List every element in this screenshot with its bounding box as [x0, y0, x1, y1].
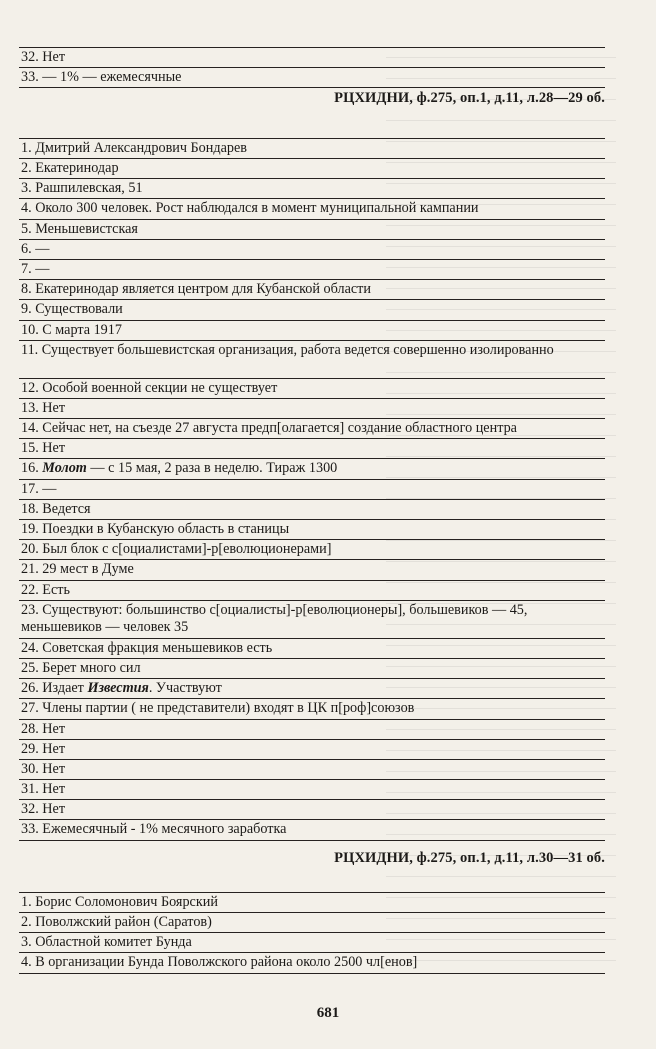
- answer-row-newspaper: [19, 679, 605, 699]
- newspaper-title: Молот: [42, 460, 87, 477]
- answer-row: 19. Поездки в Кубанскую область в станицы: [19, 520, 605, 540]
- answer-row: 15. Нет: [19, 439, 605, 459]
- answer-row: 24. Советская фракция меньшевиков есть: [19, 639, 605, 659]
- row-prefix: 16.: [21, 460, 43, 477]
- answer-row: 3. Рашпилевская, 51: [19, 179, 605, 199]
- answer-row: 1. Дмитрий Александрович Бондарев: [19, 138, 605, 159]
- answer-row: 29. Нет: [19, 740, 605, 760]
- answer-row: 25. Берет много сил: [19, 659, 605, 679]
- answer-row: 33. — 1% — ежемесячные: [19, 68, 605, 88]
- answer-row: 21. 29 мест в Думе: [19, 560, 605, 580]
- answers-list-a: [19, 47, 605, 88]
- answer-row: 8. Екатеринодар является центром для Кубанской области: [19, 280, 605, 300]
- answer-row: 33. Ежемесячный - 1% месячного заработка: [19, 820, 605, 840]
- answer-row: 4. Около 300 человек. Рост наблюдался в момент муниципальной кампании: [19, 199, 605, 219]
- answer-row: 13. Нет: [19, 399, 605, 419]
- answer-row: 2. Екатеринодар: [19, 159, 605, 179]
- row-suffix: — с 15 мая, 2 раза в неделю. Тираж 1300: [86, 460, 338, 477]
- answer-row: 18. Ведется: [19, 500, 605, 520]
- answer-row: 12. Особой военной секции не существует: [19, 379, 605, 399]
- answer-row: 1. Борис Соломонович Боярский: [19, 892, 605, 913]
- answer-row: 5. Меньшевистская: [19, 220, 605, 240]
- answer-row: 14. Сейчас нет, на съезде 27 августа предп[олагается] создание областного центра: [19, 419, 605, 439]
- page-number: 681: [316, 1005, 340, 1021]
- answer-row: 7. —: [19, 260, 605, 280]
- answer-row: 3. Областной комитет Бунда: [19, 933, 605, 953]
- answer-row: 32. Нет: [19, 47, 605, 68]
- answer-row: 2. Поволжский район (Саратов): [19, 913, 605, 933]
- answer-row: 32. Нет: [19, 800, 605, 820]
- archive-source-1: РЦХИДНИ, ф.275, оп.1, д.11, л.28—29 об.: [334, 90, 605, 106]
- answer-row: 10. С марта 1917: [19, 321, 605, 341]
- answer-row: 9. Существовали: [19, 300, 605, 320]
- answer-row: 20. Был блок с с[оциалистами]-р[еволюционерами]: [19, 540, 605, 560]
- answer-row: 4. В организации Бунда Поволжского района около 2500 чл[енов]: [19, 953, 605, 973]
- answer-row: 30. Нет: [19, 760, 605, 780]
- answer-row: 6. —: [19, 240, 605, 260]
- answers-list-b: [19, 138, 605, 841]
- answer-row: 31. Нет: [19, 780, 605, 800]
- row-suffix: . Участвуют: [148, 680, 222, 697]
- answer-row: 27. Члены партии ( не представители) входят в ЦК п[роф]союзов: [19, 699, 605, 719]
- answer-row: 22. Есть: [19, 581, 605, 601]
- archive-source-2: РЦХИДНИ, ф.275, оп.1, д.11, л.30—31 об.: [334, 850, 605, 866]
- answer-row: 23. Существуют: большинство с[оциалисты]-р[еволюционеры], большевиков — 45, меньшевиков — человек 35: [19, 601, 605, 639]
- answers-list-c: [19, 892, 605, 974]
- answer-row: 17. —: [19, 480, 605, 500]
- answer-row-newspaper: [19, 459, 605, 479]
- newspaper-title: Известия: [87, 680, 149, 697]
- answer-row: 28. Нет: [19, 720, 605, 740]
- row-prefix: 26. Издает: [21, 680, 88, 697]
- answer-row: 11. Существует большевистская организация, работа ведется совершенно изолированно: [19, 341, 605, 379]
